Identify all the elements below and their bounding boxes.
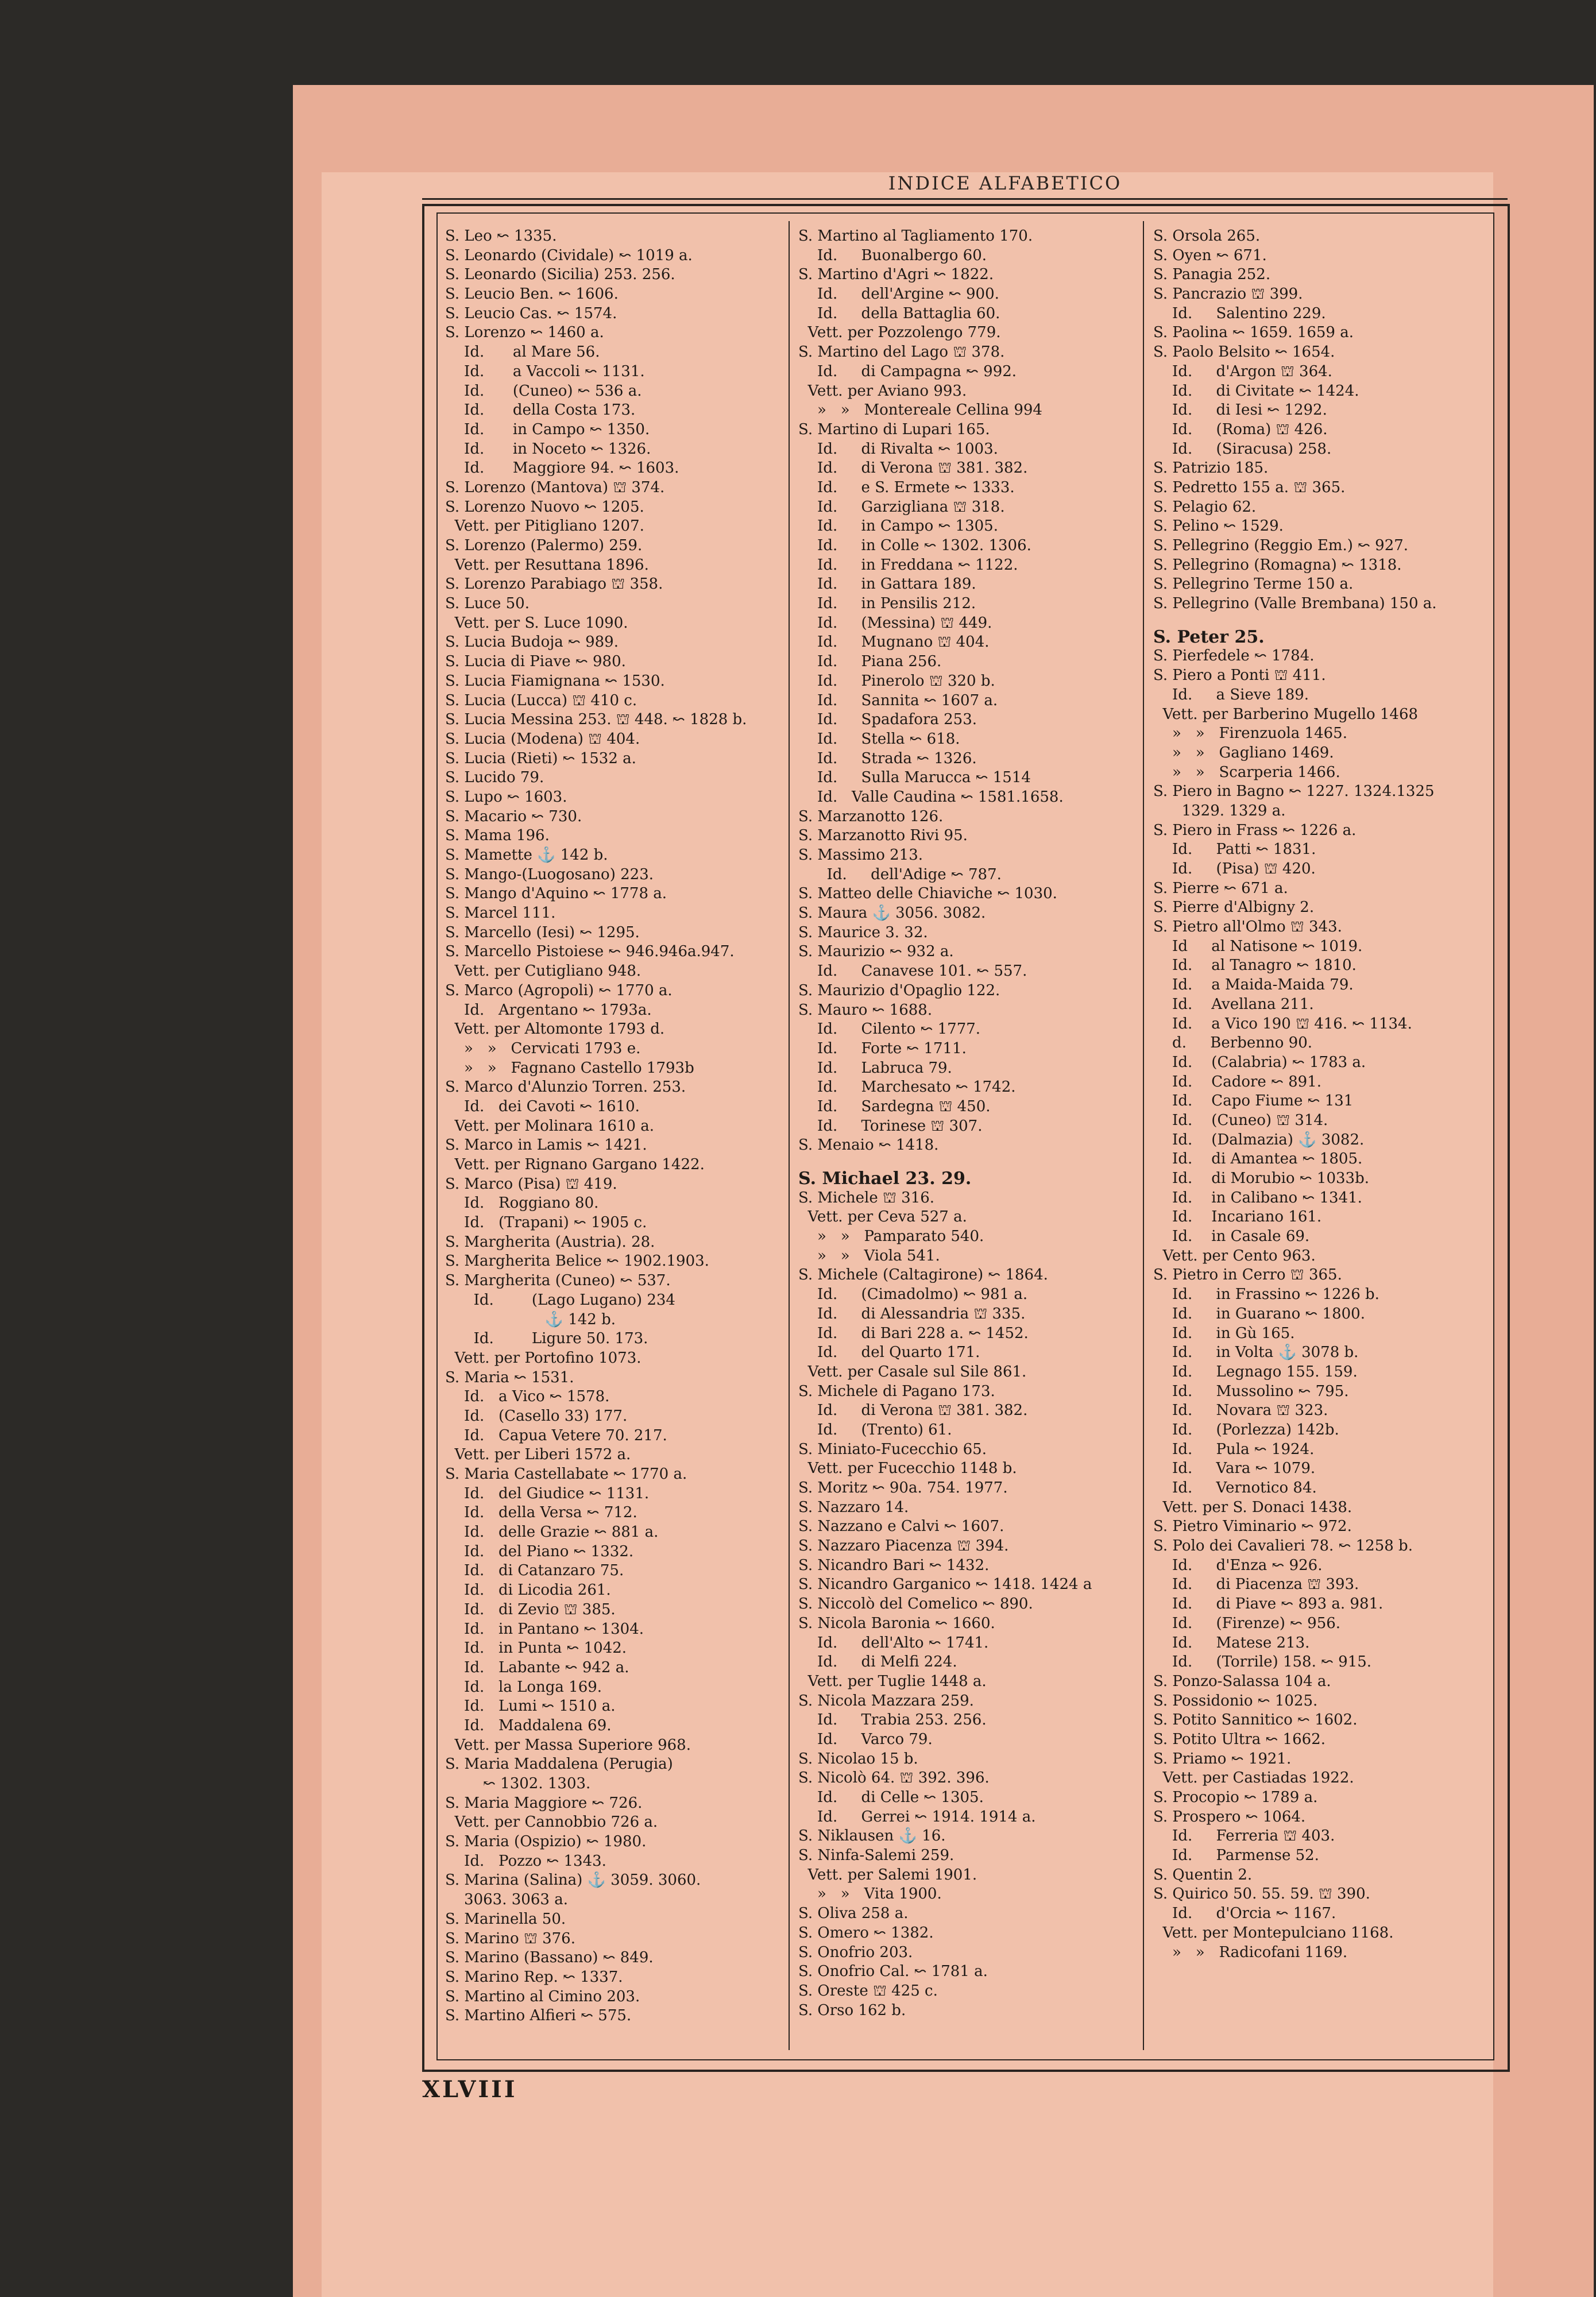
index-entry: S. Marino ⛫ 376. <box>445 1929 575 1947</box>
index-entry: S. Nicolò 64. ⛫ 392. 396. <box>798 1769 990 1787</box>
index-entry: Id. (Trento) 61. <box>798 1421 952 1438</box>
index-entry: S. Potito Ultra ↜ 1662. <box>1153 1730 1326 1748</box>
index-entry: S. Potito Sannitico ↜ 1602. <box>1153 1711 1358 1729</box>
index-entry: S. Oreste ⛫ 425 c. <box>798 1982 938 2000</box>
index-entry: Vett. per Tuglie 1448 a. <box>798 1672 987 1690</box>
index-entry: Id. Canavese 101. ↜ 557. <box>798 962 1027 980</box>
index-entry: Id. dell'Adige ↜ 787. <box>798 865 1002 883</box>
index-entry: S. Lorenzo (Mantova) ⛫ 374. <box>445 478 665 496</box>
index-entry: Id. di Verona ⛫ 381. 382. <box>798 1402 1028 1420</box>
index-entry: Id. (Cuneo) ↜ 536 a. <box>445 382 642 400</box>
index-entry: S. Nazzaro 14. <box>798 1498 909 1516</box>
index-entry: 3063. 3063 a. <box>445 1891 568 1909</box>
index-entry: Vett. per Resuttana 1896. <box>445 556 649 574</box>
index-entry: » » Vita 1900. <box>798 1885 942 1903</box>
index-entry: S. Nicola Baronia ↜ 1660. <box>798 1614 995 1632</box>
index-entry: S. Piero a Ponti ⛫ 411. <box>1153 667 1326 685</box>
index-entry: S. Maurizio d'Opaglio 122. <box>798 981 1000 999</box>
index-entry: S. Marco (Agropoli) ↜ 1770 a. <box>445 981 673 999</box>
index-entry: Id. (Torrile) 158. ↜ 915. <box>1153 1653 1372 1671</box>
index-entry: Id. Capo Fiume ↜ 131 <box>1153 1092 1354 1110</box>
index-entry: S. Piero in Bagno ↜ 1227. 1324.1325 <box>1153 783 1435 801</box>
index-entry: S. Leucio Cas. ↜ 1574. <box>445 304 617 322</box>
index-entry: ↜ 1302. 1303. <box>445 1775 591 1792</box>
index-entry: Id. Ferreria ⛫ 403. <box>1153 1827 1335 1845</box>
index-entry: S. Marzanotto 126. <box>798 807 944 825</box>
index-entry: S. Marina (Salina) ⚓ 3059. 3060. <box>445 1871 701 1889</box>
index-entry: Id. la Longa 169. <box>445 1678 602 1696</box>
index-entry: S. Pierre d'Albigny 2. <box>1153 899 1315 917</box>
index-entry: » » Cervicati 1793 e. <box>445 1039 641 1057</box>
index-entry: Id. Vernotico 84. <box>1153 1479 1317 1496</box>
index-entry: Id. (Messina) ⛫ 449. <box>798 614 992 632</box>
index-entry: Id. di Zevio ⛫ 385. <box>445 1600 616 1618</box>
index-entry: S. Maura ⚓ 3056. 3082. <box>798 904 986 922</box>
index-entry: Id. al Mare 56. <box>445 343 600 361</box>
index-entry: Id. Trabia 253. 256. <box>798 1711 987 1729</box>
index-entry: S. Nicandro Bari ↜ 1432. <box>798 1556 990 1574</box>
index-entry: Id. Pozzo ↜ 1343. <box>445 1852 606 1870</box>
index-column-2 <box>798 227 1137 2020</box>
index-entry: Id. Ligure 50. 173. <box>445 1330 648 1348</box>
index-entry: S. Lupo ↜ 1603. <box>445 788 567 806</box>
index-entry: S. Nicola Mazzara 259. <box>798 1692 974 1710</box>
index-entry: S. Martino al Cimino 203. <box>445 1987 640 2005</box>
index-entry: Id al Natisone ↜ 1019. <box>1153 937 1363 955</box>
index-entry: Id. (Casello 33) 177. <box>445 1407 628 1425</box>
index-entry: Id. Argentano ↜ 1793a. <box>445 1001 652 1019</box>
index-entry: Id. in Freddana ↜ 1122. <box>798 556 1018 574</box>
index-entry: Id. d'Orcia ↜ 1167. <box>1153 1905 1336 1923</box>
index-entry: S. Martino al Tagliamento 170. <box>798 227 1033 245</box>
index-entry: Id. Sannita ↜ 1607 a. <box>798 691 998 709</box>
index-entry: S. Lorenzo ↜ 1460 a. <box>445 324 604 342</box>
index-entry: Id. Incariano 161. <box>1153 1208 1322 1226</box>
index-entry: Vett. per Massa Superiore 968. <box>445 1736 691 1754</box>
index-entry: Id. al Tanagro ↜ 1810. <box>1153 957 1357 975</box>
index-entry: Id. dell'Alto ↜ 1741. <box>798 1634 989 1652</box>
index-entry: S. Nicandro Garganico ↜ 1418. 1424 a <box>798 1576 1092 1594</box>
index-entry: » » Montereale Cellina 994 <box>798 401 1042 419</box>
index-entry: Id. Cadore ↜ 891. <box>1153 1073 1322 1091</box>
index-entry: S. Michele (Caltagirone) ↜ 1864. <box>798 1266 1048 1284</box>
index-entry: S. Pierre ↜ 671 a. <box>1153 879 1288 897</box>
index-entry: Id. (Cimadolmo) ↜ 981 a. <box>798 1286 1028 1304</box>
index-entry: Id. (Lago Lugano) 234 <box>445 1291 675 1309</box>
index-entry: S. Matteo delle Chiaviche ↜ 1030. <box>798 885 1057 903</box>
index-entry: Id. Spadafora 253. <box>798 711 977 729</box>
column-divider-1 <box>789 221 790 2050</box>
index-entry: S. Niklausen ⚓ 16. <box>798 1827 946 1845</box>
index-entry: S. Prospero ↜ 1064. <box>1153 1808 1306 1826</box>
index-entry: Vett. per Castiadas 1922. <box>1153 1769 1354 1787</box>
index-entry: Id. di Licodia 261. <box>445 1581 611 1599</box>
index-entry: Vett. per Pitigliano 1207. <box>445 517 644 535</box>
index-entry: S. Paolina ↜ 1659. 1659 a. <box>1153 324 1354 342</box>
index-entry: Id. in Colle ↜ 1302. 1306. <box>798 537 1031 554</box>
index-entry: Vett. per Portofino 1073. <box>445 1349 642 1367</box>
index-entry: Id. Pinerolo ⛫ 320 b. <box>798 672 995 690</box>
index-entry: Id. Maggiore 94. ↜ 1603. <box>445 459 679 477</box>
index-entry: Vett. per Barberino Mugello 1468 <box>1153 705 1419 723</box>
index-entry: Id. Torinese ⛫ 307. <box>798 1117 983 1135</box>
index-column-1 <box>445 227 784 2026</box>
index-entry: Id. a Sieve 189. <box>1153 686 1309 703</box>
index-entry: S. Lucia (Lucca) ⛫ 410 c. <box>445 691 637 709</box>
index-entry: S. Marino (Bassano) ↜ 849. <box>445 1949 654 1967</box>
index-entry: S. Pelagio 62. <box>1153 498 1257 516</box>
index-entry: S. Marcel 111. <box>445 904 556 922</box>
index-entry: S. Maria (Ospizio) ↜ 1980. <box>445 1833 647 1851</box>
index-entry: S. Maria Maggiore ↜ 726. <box>445 1794 643 1812</box>
header-rule <box>422 198 1508 200</box>
index-entry <box>798 1155 1137 1169</box>
index-entry: Id. Vara ↜ 1079. <box>1153 1460 1316 1478</box>
index-entry: S. Pellegrino (Reggio Em.) ↜ 927. <box>1153 537 1409 554</box>
index-entry: S. Marco in Lamis ↜ 1421. <box>445 1136 647 1154</box>
index-entry: Vett. per Montepulciano 1168. <box>1153 1924 1394 1942</box>
index-entry: Vett. per Rignano Gargano 1422. <box>445 1156 705 1173</box>
index-entry: S. Maurizio ↜ 932 a. <box>798 943 954 961</box>
index-entry: Id. a Vaccoli ↜ 1131. <box>445 362 645 380</box>
index-entry: Id. di Piave ↜ 893 a. 981. <box>1153 1595 1384 1613</box>
index-entry: S. Polo dei Cavalieri 78. ↜ 1258 b. <box>1153 1537 1413 1555</box>
index-entry: S. Piero in Frass ↜ 1226 a. <box>1153 821 1357 839</box>
index-entry: Id. della Costa 173. <box>445 401 636 419</box>
index-entry: S. Lucia Fiamignana ↜ 1530. <box>445 672 665 690</box>
index-entry: » » Gagliano 1469. <box>1153 744 1334 761</box>
index-entry: Vett. per Molinara 1610 a. <box>445 1117 654 1135</box>
index-entry: Id. (Dalmazia) ⚓ 3082. <box>1153 1131 1365 1148</box>
index-entry: Id. dell'Argine ↜ 900. <box>798 285 999 303</box>
index-entry: S. Mauro ↜ 1688. <box>798 1001 933 1019</box>
index-entry: Id. in Noceto ↜ 1326. <box>445 440 651 458</box>
index-entry: Id. della Battaglia 60. <box>798 304 1000 322</box>
index-entry: Id. in Calibano ↜ 1341. <box>1153 1189 1362 1206</box>
index-entry: S. Procopio ↜ 1789 a. <box>1153 1789 1318 1806</box>
index-entry: Id. Roggiano 80. <box>445 1194 599 1212</box>
index-entry: Vett. per Cannobbio 726 a. <box>445 1813 658 1831</box>
index-entry: Id. Avellana 211. <box>1153 995 1314 1013</box>
index-entry: S. Pancrazio ⛫ 399. <box>1153 285 1303 303</box>
index-entry: » » Scarperia 1466. <box>1153 763 1340 781</box>
index-entry: S. Pelino ↜ 1529. <box>1153 517 1284 535</box>
index-entry: Id. Marchesato ↜ 1742. <box>798 1078 1016 1096</box>
index-entry: Id. Mussolino ↜ 795. <box>1153 1382 1349 1400</box>
index-entry: Id. di Celle ↜ 1305. <box>798 1789 984 1806</box>
index-entry: S. Martino del Lago ⛫ 378. <box>798 343 1005 361</box>
index-entry: S. Onofrio Cal. ↜ 1781 a. <box>798 1963 988 1981</box>
index-entry: S. Peter 25. <box>1153 627 1265 647</box>
index-entry: S. Miniato-Fucecchio 65. <box>798 1440 987 1458</box>
index-entry: S. Mamette ⚓ 142 b. <box>445 846 608 864</box>
index-entry: S. Lucia Messina 253. ⛫ 448. ↜ 1828 b. <box>445 711 747 729</box>
index-entry: Id. (Pisa) ⛫ 420. <box>1153 860 1316 877</box>
index-entry: Id. (Trapani) ↜ 1905 c. <box>445 1214 647 1232</box>
index-entry: Id. Novara ⛫ 323. <box>1153 1402 1328 1420</box>
index-entry: S. Pellegrino Terme 150 a. <box>1153 575 1354 593</box>
index-entry: Id. Labruca 79. <box>798 1059 952 1077</box>
index-entry: S. Martino Alfieri ↜ 575. <box>445 2007 632 2025</box>
index-entry: Vett. per Liberi 1572 a. <box>445 1446 631 1464</box>
index-entry: S. Moritz ↜ 90a. 754. 1977. <box>798 1479 1008 1496</box>
index-entry: S. Priamo ↜ 1921. <box>1153 1750 1292 1768</box>
index-entry: Id. in Gù 165. <box>1153 1324 1295 1342</box>
index-entry: S. Nazzaro Piacenza ⛫ 394. <box>798 1537 1009 1555</box>
index-entry: Id. (Firenze) ↜ 956. <box>1153 1614 1341 1632</box>
index-entry: Vett. per Aviano 993. <box>798 382 967 400</box>
index-entry: S. Michele ⛫ 316. <box>798 1189 935 1206</box>
index-entry: S. Pietro in Cerro ⛫ 365. <box>1153 1266 1342 1284</box>
index-entry: Id. in Frassino ↜ 1226 b. <box>1153 1286 1379 1304</box>
index-entry: S. Margherita Belice ↜ 1902.1903. <box>445 1252 709 1270</box>
page-number: XLVIII <box>422 2076 517 2103</box>
index-entry: » » Pamparato 540. <box>798 1228 984 1246</box>
index-entry: S. Ponzo-Salassa 104 a. <box>1153 1672 1331 1690</box>
index-entry: Id. Mugnano ⛫ 404. <box>798 633 990 651</box>
index-entry: S. Oyen ↜ 671. <box>1153 246 1267 264</box>
index-entry: » » Fagnano Castello 1793b <box>445 1059 694 1077</box>
index-entry: Id. di Verona ⛫ 381. 382. <box>798 459 1028 477</box>
index-entry: Vett. per Salemi 1901. <box>798 1866 977 1884</box>
index-entry: S. Oliva 258 a. <box>798 1905 909 1923</box>
index-entry: S. Pietro all'Olmo ⛫ 343. <box>1153 918 1342 936</box>
index-entry: S. Michele di Pagano 173. <box>798 1382 995 1400</box>
index-entry: S. Nazzano e Calvi ↜ 1607. <box>798 1518 1004 1536</box>
index-entry: Vett. per Cento 963. <box>1153 1247 1316 1264</box>
index-entry: Id. delle Grazie ↜ 881 a. <box>445 1523 659 1541</box>
index-entry: S. Onofrio 203. <box>798 1943 913 1961</box>
index-entry: Id. di Catanzaro 75. <box>445 1562 624 1580</box>
index-entry: Id. in Volta ⚓ 3078 b. <box>1153 1344 1359 1362</box>
index-entry: Id. Buonalbergo 60. <box>798 246 987 264</box>
index-entry: S. Mango-(Luogosano) 223. <box>445 865 654 883</box>
index-entry: Id. Forte ↜ 1711. <box>798 1039 967 1057</box>
index-entry: Id. e S. Ermete ↜ 1333. <box>798 478 1015 496</box>
index-entry: Id. in Gattara 189. <box>798 575 976 593</box>
index-entry: S. Marcello (Iesi) ↜ 1295. <box>445 923 640 941</box>
index-entry: Id. Capua Vetere 70. 217. <box>445 1426 667 1444</box>
index-column-3 <box>1153 227 1489 1962</box>
index-entry: S. Paolo Belsito ↜ 1654. <box>1153 343 1335 361</box>
index-entry: Id. (Cuneo) ⛫ 314. <box>1153 1111 1328 1129</box>
index-entry: Id. di Civitate ↜ 1424. <box>1153 382 1359 400</box>
index-entry: Id. (Calabria) ↜ 1783 a. <box>1153 1053 1366 1071</box>
index-entry: Vett. per Altomonte 1793 d. <box>445 1020 665 1038</box>
index-entry: Id. Legnago 155. 159. <box>1153 1363 1358 1380</box>
column-divider-2 <box>1143 221 1144 2050</box>
page-header: INDICE ALFABETICO <box>888 172 1122 194</box>
index-entry: S. Macario ↜ 730. <box>445 807 582 825</box>
index-entry: S. Lorenzo Parabiago ⛫ 358. <box>445 575 663 593</box>
index-entry: Id. di Alessandria ⛫ 335. <box>798 1305 1026 1322</box>
index-entry: Id. Garzigliana ⛫ 318. <box>798 498 1005 516</box>
index-entry: S. Lucia (Modena) ⛫ 404. <box>445 730 640 748</box>
index-entry: S. Orsola 265. <box>1153 227 1261 245</box>
index-entry: S. Margherita (Austria). 28. <box>445 1233 655 1251</box>
index-entry: S. Leonardo (Cividale) ↜ 1019 a. <box>445 246 693 264</box>
index-entry: S. Omero ↜ 1382. <box>798 1924 934 1942</box>
index-entry: S. Lorenzo Nuovo ↜ 1205. <box>445 498 644 516</box>
index-entry: S. Martino di Lupari 165. <box>798 420 990 438</box>
index-entry <box>1153 614 1489 628</box>
index-entry: S. Mango d'Aquino ↜ 1778 a. <box>445 885 667 903</box>
index-entry: S. Pedretto 155 a. ⛫ 365. <box>1153 478 1346 496</box>
index-entry: Id. Valle Caudina ↜ 1581.1658. <box>798 788 1064 806</box>
index-entry: Id. d'Enza ↜ 926. <box>1153 1556 1323 1574</box>
index-entry: Id. di Bari 228 a. ↜ 1452. <box>798 1324 1029 1342</box>
index-entry: Id. Stella ↜ 618. <box>798 730 960 748</box>
index-entry: S. Lorenzo (Palermo) 259. <box>445 537 643 554</box>
index-entry: S. Ninfa-Salemi 259. <box>798 1847 954 1865</box>
index-entry: Id. Patti ↜ 1831. <box>1153 841 1316 859</box>
index-entry: Id. di Iesi ↜ 1292. <box>1153 401 1327 419</box>
index-entry: » » Viola 541. <box>798 1247 940 1264</box>
index-entry: Id. Lumi ↜ 1510 a. <box>445 1697 616 1715</box>
index-entry: S. Leo ↜ 1335. <box>445 227 557 245</box>
index-entry: Vett. per Casale sul Sile 861. <box>798 1363 1027 1380</box>
index-entry: Id. Sulla Marucca ↜ 1514 <box>798 769 1031 787</box>
index-entry: Vett. per Fucecchio 1148 b. <box>798 1460 1017 1478</box>
index-entry: Id. di Piacenza ⛫ 393. <box>1153 1576 1359 1594</box>
index-entry: S. Lucido 79. <box>445 769 544 787</box>
index-entry: Id. Labante ↜ 942 a. <box>445 1658 629 1676</box>
index-entry: S. Margherita (Cuneo) ↜ 537. <box>445 1272 671 1290</box>
index-entry: Vett. per Pozzolengo 779. <box>798 324 1001 342</box>
index-entry: Id. Sardegna ⛫ 450. <box>798 1097 991 1115</box>
index-entry: Id. in Pantano ↜ 1304. <box>445 1620 644 1638</box>
index-entry: S. Marinella 50. <box>445 1910 566 1928</box>
index-entry: S. Massimo 213. <box>798 846 923 864</box>
index-entry: Id. di Morubio ↜ 1033b. <box>1153 1170 1369 1187</box>
index-entry: S. Panagia 252. <box>1153 266 1271 284</box>
index-entry: Id. Parmense 52. <box>1153 1847 1319 1865</box>
index-entry: S. Quentin 2. <box>1153 1866 1253 1884</box>
index-entry: Id. d'Argon ⛫ 364. <box>1153 362 1332 380</box>
index-entry: 1329. 1329 a. <box>1153 802 1286 819</box>
index-entry: S. Maria ↜ 1531. <box>445 1368 574 1386</box>
index-entry: S. Martino d'Agri ↜ 1822. <box>798 266 994 284</box>
index-entry: Id. in Campo ↜ 1350. <box>445 420 650 438</box>
index-entry: Id. (Roma) ⛫ 426. <box>1153 420 1328 438</box>
index-entry: S. Niccolò del Comelico ↜ 890. <box>798 1595 1033 1613</box>
index-entry: S. Lucia Budoja ↜ 989. <box>445 633 619 651</box>
index-entry: S. Menaio ↜ 1418. <box>798 1136 939 1154</box>
index-entry: S. Orso 162 b. <box>798 2001 906 2019</box>
index-entry: S. Michael 23. 29. <box>798 1169 972 1189</box>
index-entry: Id. di Melfi 224. <box>798 1653 957 1671</box>
index-entry: Id. Pula ↜ 1924. <box>1153 1440 1315 1458</box>
index-entry: Id. in Guarano ↜ 1800. <box>1153 1305 1365 1322</box>
index-entry: S. Nicolao 15 b. <box>798 1750 918 1768</box>
index-entry: Id. in Punta ↜ 1042. <box>445 1639 627 1657</box>
index-entry: Id. (Siracusa) 258. <box>1153 440 1332 458</box>
index-entry: S. Luce 50. <box>445 595 530 613</box>
index-entry: » » Radicofani 1169. <box>1153 1943 1348 1961</box>
index-entry: Id. Gerrei ↜ 1914. 1914 a. <box>798 1808 1036 1826</box>
index-entry: S. Pellegrino (Valle Brembana) 150 a. <box>1153 595 1437 613</box>
index-entry: Id. in Pensilis 212. <box>798 595 976 613</box>
index-entry: S. Leucio Ben. ↜ 1606. <box>445 285 619 303</box>
index-entry: S. Quirico 50. 55. 59. ⛫ 390. <box>1153 1885 1370 1903</box>
index-entry: S. Marco d'Alunzio Torren. 253. <box>445 1078 686 1096</box>
index-entry: S. Lucia di Piave ↜ 980. <box>445 653 626 671</box>
index-entry: Vett. per S. Luce 1090. <box>445 614 628 632</box>
index-entry: S. Lucia (Rieti) ↜ 1532 a. <box>445 749 636 767</box>
index-entry: Id. in Casale 69. <box>1153 1228 1310 1246</box>
index-entry: S. Pierfedele ↜ 1784. <box>1153 647 1315 665</box>
index-entry: d. Berbenno 90. <box>1153 1034 1312 1052</box>
index-entry: Id. Salentino 229. <box>1153 304 1326 322</box>
index-entry: S. Pellegrino (Romagna) ↜ 1318. <box>1153 556 1402 574</box>
index-entry: Id. di Rivalta ↜ 1003. <box>798 440 998 458</box>
index-entry: S. Possidonio ↜ 1025. <box>1153 1692 1318 1710</box>
index-entry: Vett. per Cutigliano 948. <box>445 962 642 980</box>
index-entry: Id. Strada ↜ 1326. <box>798 749 977 767</box>
index-entry: Id. del Piano ↜ 1332. <box>445 1542 634 1560</box>
index-entry: Id. di Campagna ↜ 992. <box>798 362 1017 380</box>
index-entry: S. Maurice 3. 32. <box>798 923 928 941</box>
index-entry: Id. di Amantea ↜ 1805. <box>1153 1150 1363 1168</box>
index-entry: Id. del Quarto 171. <box>798 1344 980 1362</box>
index-entry: S. Maria Maddalena (Perugia) <box>445 1755 673 1773</box>
index-entry: Id. (Porlezza) 142b. <box>1153 1421 1339 1438</box>
index-entry: Id. a Vico ↜ 1578. <box>445 1388 610 1406</box>
index-entry: S. Marino Rep. ↜ 1337. <box>445 1968 623 1986</box>
index-entry: S. Marzanotto Rivi 95. <box>798 827 968 845</box>
index-entry: S. Leonardo (Sicilia) 253. 256. <box>445 266 675 284</box>
index-entry: Id. della Versa ↜ 712. <box>445 1504 637 1522</box>
index-entry: S. Maria Castellabate ↜ 1770 a. <box>445 1465 687 1483</box>
index-entry: S. Marcello Pistoiese ↜ 946.946a.947. <box>445 943 735 961</box>
index-entry: S. Pietro Viminario ↜ 972. <box>1153 1518 1352 1536</box>
index-entry: Vett. per S. Donaci 1438. <box>1153 1498 1352 1516</box>
index-entry: S. Patrizio 185. <box>1153 459 1269 477</box>
index-entry: Id. Matese 213. <box>1153 1634 1310 1652</box>
index-entry: Id. a Maida-Maida 79. <box>1153 976 1354 994</box>
index-entry: ⚓ 142 b. <box>445 1310 616 1328</box>
index-entry: Id. del Giudice ↜ 1131. <box>445 1484 650 1502</box>
index-entry: Id. Varco 79. <box>798 1730 933 1748</box>
index-entry: Id. Cilento ↜ 1777. <box>798 1020 981 1038</box>
index-entry: Vett. per Ceva 527 a. <box>798 1208 967 1226</box>
index-entry: S. Mama 196. <box>445 827 550 845</box>
index-entry: Id. a Vico 190 ⛫ 416. ↜ 1134. <box>1153 1015 1412 1033</box>
index-entry: Id. Piana 256. <box>798 653 942 671</box>
index-entry: » » Firenzuola 1465. <box>1153 725 1347 743</box>
index-entry: Id. in Campo ↜ 1305. <box>798 517 998 535</box>
index-entry: S. Marco (Pisa) ⛫ 419. <box>445 1175 617 1193</box>
index-entry: Id. Maddalena 69. <box>445 1716 612 1734</box>
index-entry: Id. dei Cavoti ↜ 1610. <box>445 1097 640 1115</box>
